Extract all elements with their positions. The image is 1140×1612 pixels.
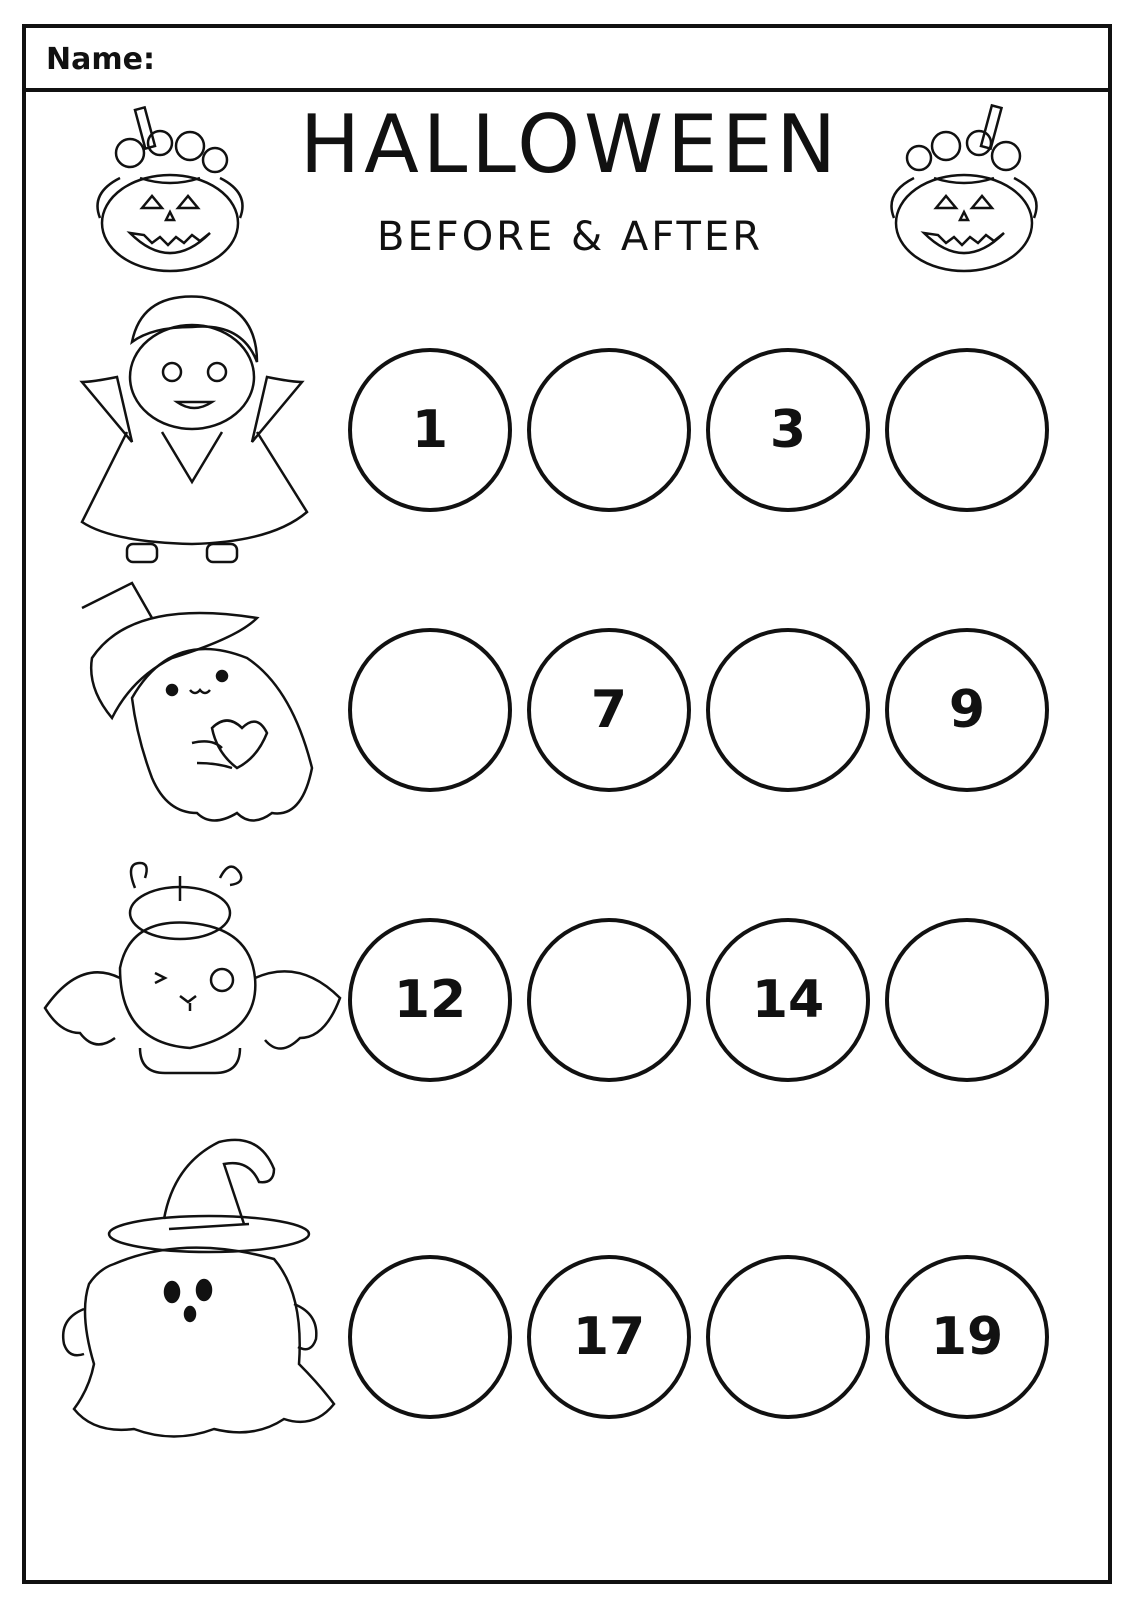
pumpkin-bat-icon (40, 858, 350, 1098)
blank-answer-circle[interactable] (885, 348, 1049, 512)
witch-ghost-icon (72, 578, 342, 838)
number-circle (885, 628, 1049, 792)
blank-answer-circle[interactable] (527, 348, 691, 512)
circle-number: 1 (411, 400, 449, 460)
circle-number: 12 (393, 970, 467, 1030)
ghost-witch-hat-icon (44, 1134, 344, 1454)
candy-pumpkin-bucket-icon (80, 98, 260, 278)
number-circle (706, 918, 870, 1082)
circle-number: 14 (751, 970, 825, 1030)
name-label: Name: (46, 42, 155, 77)
number-circle (885, 1255, 1049, 1419)
name-bar (26, 28, 1108, 92)
number-circle (706, 348, 870, 512)
vampire-icon (72, 282, 312, 572)
circle-number: 9 (948, 680, 986, 740)
circle-number: 17 (572, 1307, 646, 1367)
worksheet-subtitle: BEFORE & AFTER (376, 214, 764, 260)
circle-number: 3 (769, 400, 807, 460)
circle-number: 7 (590, 680, 628, 740)
blank-answer-circle[interactable] (527, 918, 691, 1082)
blank-answer-circle[interactable] (706, 628, 870, 792)
number-circle (527, 628, 691, 792)
number-circle (527, 1255, 691, 1419)
worksheet-title: HALLOWEEN (299, 98, 841, 191)
number-circle (348, 348, 512, 512)
circle-number: 19 (930, 1307, 1004, 1367)
number-circle (348, 918, 512, 1082)
blank-answer-circle[interactable] (885, 918, 1049, 1082)
candy-pumpkin-bucket-icon (874, 98, 1054, 278)
blank-answer-circle[interactable] (348, 628, 512, 792)
blank-answer-circle[interactable] (706, 1255, 870, 1419)
blank-answer-circle[interactable] (348, 1255, 512, 1419)
